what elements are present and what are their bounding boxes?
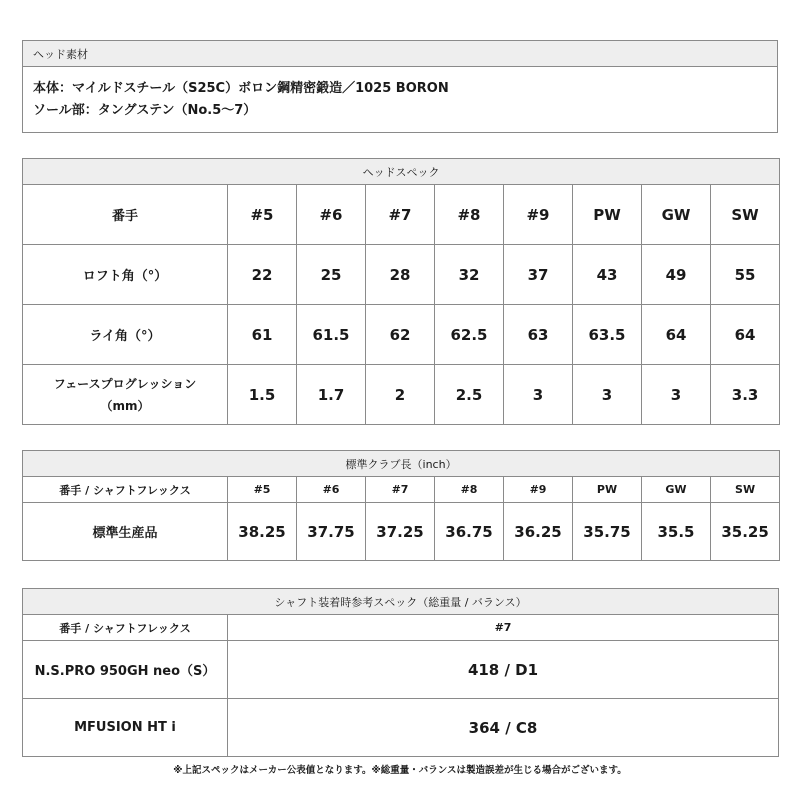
column-header: #7: [366, 477, 435, 503]
club-length-label: 番手 / シャフトフレックス: [23, 477, 228, 503]
lie-value: 64: [711, 305, 780, 365]
length-value: 37.25: [366, 503, 435, 561]
progression-value: 2.5: [435, 365, 504, 425]
lie-value: 62: [366, 305, 435, 365]
progression-value: 3: [504, 365, 573, 425]
head-material-table: [22, 40, 778, 133]
shaft-name: N.S.PRO 950GH neo（S）: [23, 641, 228, 699]
loft-value: 32: [435, 245, 504, 305]
row-label-loft: ロフト角（°）: [23, 245, 228, 305]
column-header: #6: [297, 185, 366, 245]
length-value: 36.25: [504, 503, 573, 561]
table-row: [23, 365, 780, 425]
progression-label-line2: （mm）: [100, 398, 150, 413]
head-spec-table: [22, 158, 780, 425]
lie-value: 63: [504, 305, 573, 365]
lie-value: 64: [642, 305, 711, 365]
table-row: [23, 503, 780, 561]
progression-label-line1: フェースプログレッション: [53, 376, 197, 391]
lie-value: 62.5: [435, 305, 504, 365]
footnote: ※上記スペックはメーカー公表値となります。※総重量・バランスは製造誤差が生じる場合がございます。: [173, 765, 627, 776]
column-header: #8: [435, 185, 504, 245]
material-line-body: 本体：マイルドスチール（S25C）ボロン鋼精密鍛造／1025 BORON: [33, 80, 449, 96]
progression-value: 2: [366, 365, 435, 425]
length-value: 35.75: [573, 503, 642, 561]
progression-value: 3: [573, 365, 642, 425]
column-header: SW: [711, 477, 780, 503]
club-length-title: 標準クラブ長（inch）: [23, 451, 780, 477]
progression-value: 3: [642, 365, 711, 425]
club-number-label: 番手: [23, 185, 228, 245]
club-length-table: [22, 450, 780, 561]
row-label-progression: [23, 365, 228, 425]
column-header: #7: [366, 185, 435, 245]
loft-value: 49: [642, 245, 711, 305]
row-label-lie: ライ角（°）: [23, 305, 228, 365]
column-header: SW: [711, 185, 780, 245]
column-header: #8: [435, 477, 504, 503]
lie-value: 61.5: [297, 305, 366, 365]
head-material-body: [23, 67, 778, 133]
table-row: [23, 699, 779, 757]
table-row: [23, 245, 780, 305]
table-row: [23, 641, 779, 699]
progression-value: 3.3: [711, 365, 780, 425]
shaft-spec-title: シャフト装着時参考スペック（総重量 / バランス）: [23, 589, 779, 615]
column-header: GW: [642, 477, 711, 503]
loft-value: 43: [573, 245, 642, 305]
table-row: [23, 305, 780, 365]
column-header: #9: [504, 477, 573, 503]
column-header: #7: [228, 615, 779, 641]
column-header: #5: [228, 185, 297, 245]
length-value: 35.25: [711, 503, 780, 561]
length-value: 38.25: [228, 503, 297, 561]
progression-value: 1.7: [297, 365, 366, 425]
material-line-sole: ソール部：タングステン（No.5～7）: [33, 102, 257, 118]
shaft-spec-value: 364 / C8: [228, 699, 779, 757]
lie-value: 61: [228, 305, 297, 365]
shaft-spec-table: [22, 588, 779, 757]
loft-value: 22: [228, 245, 297, 305]
loft-value: 55: [711, 245, 780, 305]
column-header: PW: [573, 477, 642, 503]
column-header: #5: [228, 477, 297, 503]
progression-value: 1.5: [228, 365, 297, 425]
length-value: 37.75: [297, 503, 366, 561]
loft-value: 25: [297, 245, 366, 305]
shaft-spec-label: 番手 / シャフトフレックス: [23, 615, 228, 641]
head-material-title: ヘッド素材: [23, 41, 778, 67]
column-header: GW: [642, 185, 711, 245]
column-header: #9: [504, 185, 573, 245]
column-header: PW: [573, 185, 642, 245]
column-header: #6: [297, 477, 366, 503]
loft-value: 28: [366, 245, 435, 305]
lie-value: 63.5: [573, 305, 642, 365]
head-spec-title: ヘッドスペック: [23, 159, 780, 185]
length-value: 36.75: [435, 503, 504, 561]
length-value: 35.5: [642, 503, 711, 561]
loft-value: 37: [504, 245, 573, 305]
standard-product-label: 標準生産品: [23, 503, 228, 561]
shaft-name: MFUSION HT i: [23, 699, 228, 757]
shaft-spec-value: 418 / D1: [228, 641, 779, 699]
